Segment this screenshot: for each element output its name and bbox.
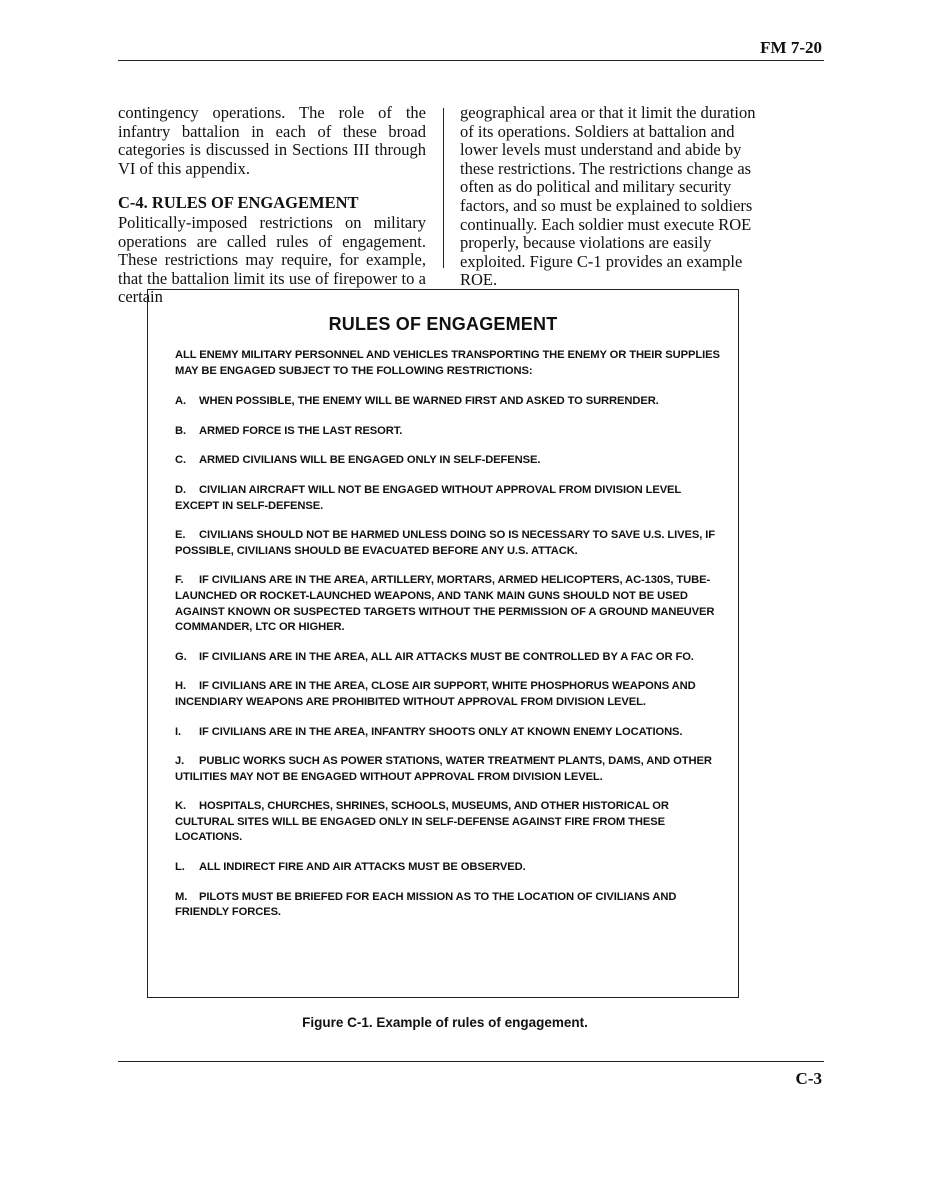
figure-caption: Figure C-1. Example of rules of engagement. [302, 1015, 588, 1030]
figure-body [175, 348, 720, 935]
right-paragraph-1: geographical area or that it limit the duration of its operations. Soldiers at battalion and lower levels must understand and abide by these restrictions. The restrictions change as often as do political and military security factors, and so must be explained to soldiers continually. Each soldier must execute ROE properly, because violations are easily exploited. Figure C-1 provides an example ROE. [460, 103, 756, 290]
rule-letter: J. [175, 755, 185, 768]
header-manual-code: FM 7-20 [760, 38, 822, 57]
rule-text: ARMED FORCE IS THE LAST RESORT. [199, 424, 403, 437]
rule-item [175, 860, 720, 876]
rule-item [175, 725, 720, 741]
rule-text: PUBLIC WORKS SUCH AS POWER STATIONS, WATER TREATMENT PLANTS, DAMS, AND OTHER UTILITIES MAY NOT BE ENGAGED WITHOUT APPROVAL FROM DIVISION LEVEL. [175, 755, 712, 783]
rule-text: PILOTS MUST BE BRIEFED FOR EACH MISSION AS TO THE LOCATION OF CIVILIANS AND FRIENDLY FORCES. [175, 890, 677, 919]
rule-text: ALL INDIRECT FIRE AND AIR ATTACKS MUST BE OBSERVED. [199, 861, 526, 874]
rule-letter: M. [175, 890, 188, 903]
rule-item [175, 394, 720, 410]
rule-text: CIVILIANS SHOULD NOT BE HARMED UNLESS DOING SO IS NECESSARY TO SAVE U.S. LIVES, IF POSSIBLE, CIVILIANS SHOULD BE EVACUATED BEFORE ANY U.S. ATTACK. [175, 529, 716, 557]
left-text-column [118, 104, 426, 307]
rule-item [175, 483, 720, 514]
rule-text: IF CIVILIANS ARE IN THE AREA, ARTILLERY, MORTARS, ARMED HELICOPTERS, AC-130S, TUBE-LAUNCHED OR ROCKET-LAUNCHED WEAPONS, AND TANK MAIN GUNS SHOULD NOT BE USED AGAINST KNOWN OR SUSPECTED TARGETS WITHOUT THE PERMISSION OF A GROUND MANEUVER COMMANDER, LTC OR HIGHER. [175, 574, 715, 634]
rule-text: IF CIVILIANS ARE IN THE AREA, CLOSE AIR SUPPORT, WHITE PHOSPHORUS WEAPONS AND INCENDIARY WEAPONS ARE PROHIBITED WITHOUT APPROVAL FROM DIVISION LEVEL. [175, 680, 696, 708]
rule-letter: D. [175, 483, 186, 496]
rule-letter: G. [175, 650, 187, 663]
right-text-column [460, 104, 772, 290]
rule-text: CIVILIAN AIRCRAFT WILL NOT BE ENGAGED WITHOUT APPROVAL FROM DIVISION LEVEL EXCEPT IN SELF-DEFENSE. [175, 483, 681, 512]
rule-item [175, 799, 720, 846]
rule-item [175, 754, 720, 785]
rule-item [175, 679, 720, 710]
rule-item [175, 424, 720, 440]
rule-text: HOSPITALS, CHURCHES, SHRINES, SCHOOLS, MUSEUMS, AND OTHER HISTORICAL OR CULTURAL SITES WILL BE ENGAGED ONLY IN SELF-DEFENSE AGAINST FIRE FROM THESE LOCATIONS. [175, 800, 669, 844]
rule-letter: L. [175, 861, 185, 874]
rule-letter: K. [175, 800, 186, 813]
section-heading: C-4. RULES OF ENGAGEMENT [118, 193, 359, 213]
rule-item [175, 650, 720, 666]
rule-letter: A. [175, 395, 186, 408]
rule-letter: C. [175, 454, 186, 467]
rule-text: WHEN POSSIBLE, THE ENEMY WILL BE WARNED FIRST AND ASKED TO SURRENDER. [199, 395, 659, 408]
figure-title: RULES OF ENGAGEMENT [328, 314, 558, 334]
figure-box [147, 289, 739, 998]
rule-item [175, 573, 720, 635]
rule-item [175, 528, 720, 559]
left-paragraph-1: contingency operations. The role of the infantry battalion in each of these broad categories is discussed in Sections III through VI of this appendix. [118, 103, 426, 178]
rule-text: ARMED CIVILIANS WILL BE ENGAGED ONLY IN SELF-DEFENSE. [199, 454, 541, 467]
rule-item [175, 453, 720, 469]
rule-letter: B. [175, 424, 186, 437]
column-divider [443, 108, 444, 268]
page-number: C-3 [795, 1069, 822, 1088]
rule-letter: F. [175, 574, 184, 587]
rule-letter: H. [175, 680, 186, 693]
rule-item [175, 890, 720, 921]
rule-text: IF CIVILIANS ARE IN THE AREA, ALL AIR ATTACKS MUST BE CONTROLLED BY A FAC OR FO. [199, 650, 694, 663]
figure-intro: ALL ENEMY MILITARY PERSONNEL AND VEHICLES TRANSPORTING THE ENEMY OR THEIR SUPPLIES MAY BE ENGAGED SUBJECT TO THE FOLLOWING RESTRICTIONS: [175, 349, 720, 377]
header-divider [118, 60, 824, 61]
rule-letter: E. [175, 529, 186, 542]
footer-divider [118, 1061, 824, 1062]
left-paragraph-2: Politically-imposed restrictions on military operations are called rules of engagement. These restrictions may require, for example, that the battalion limit its use of firepower to a certain [118, 212, 426, 307]
rule-text: IF CIVILIANS ARE IN THE AREA, INFANTRY SHOOTS ONLY AT KNOWN ENEMY LOCATIONS. [199, 725, 683, 738]
rule-letter: I. [175, 725, 182, 738]
